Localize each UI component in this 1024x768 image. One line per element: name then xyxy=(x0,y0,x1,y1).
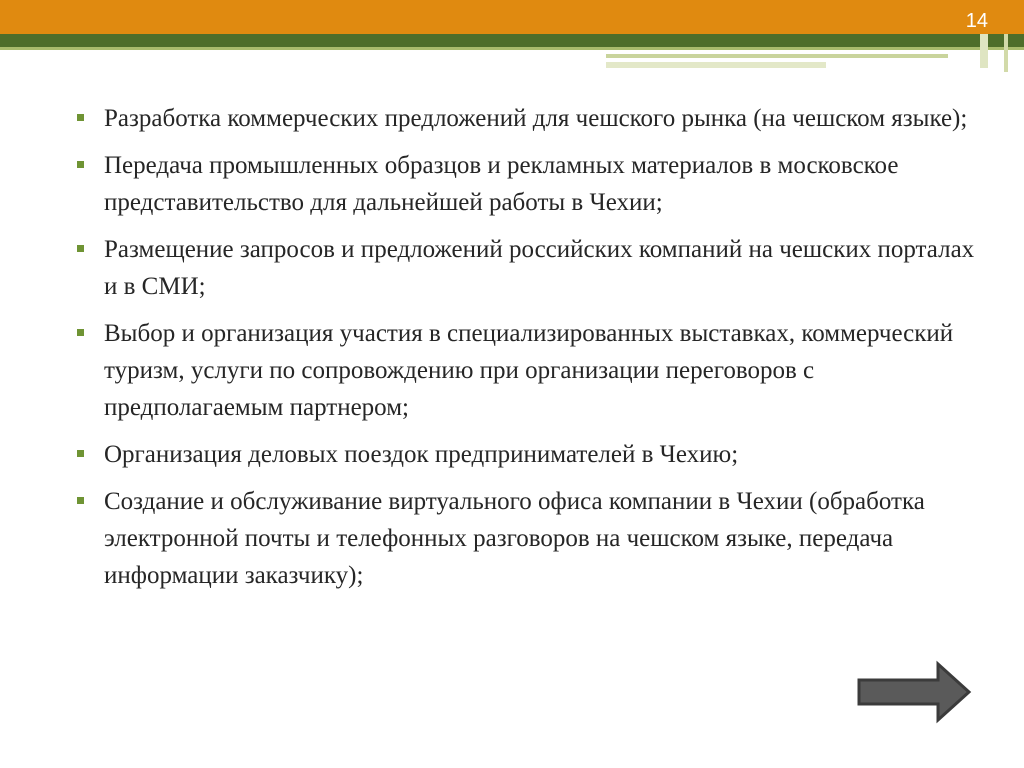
bullet-item xyxy=(74,100,984,137)
header-band-light xyxy=(0,47,1024,50)
bullet-item xyxy=(74,231,984,305)
slide-number: 14 xyxy=(965,10,988,32)
decorative-line xyxy=(980,34,988,68)
bullet-item xyxy=(74,483,984,594)
decorative-line xyxy=(606,54,948,58)
square-bullet-icon xyxy=(77,161,84,168)
bullet-text: Размещение запросов и предложений российских компаний на чешских порталах и в СМИ; xyxy=(104,236,975,300)
square-bullet-icon xyxy=(77,450,84,457)
right-arrow-icon xyxy=(856,660,972,724)
square-bullet-icon xyxy=(77,497,84,504)
bullet-text: Создание и обслуживание виртуального офиса компании в Чехии (обработка электронной почты и телефонных разговоров на чешском языке, передача информации заказчику); xyxy=(104,488,925,589)
bullet-item xyxy=(74,315,984,426)
decorative-line xyxy=(606,62,826,68)
square-bullet-icon xyxy=(77,114,84,121)
bullet-text: Передача промышленных образцов и рекламных материалов в московское представительство для дальнейшей работы в Чехии; xyxy=(104,152,899,216)
bullet-text: Разработка коммерческих предложений для чешского рынка (на чешском языке); xyxy=(104,105,968,132)
decorative-line xyxy=(1004,34,1008,72)
header-band-orange xyxy=(0,0,1024,34)
bullet-text: Выбор и организация участия в специализированных выставках, коммерческий туризм, услуги по сопровождению при организации переговоров с предполагаемым партнером; xyxy=(104,320,954,421)
bullet-item xyxy=(74,147,984,221)
bullet-list xyxy=(74,100,984,604)
next-slide-button[interactable] xyxy=(856,660,972,724)
header-band-green xyxy=(0,34,1024,47)
bullet-text: Организация деловых поездок предпринимателей в Чехию; xyxy=(104,441,739,468)
square-bullet-icon xyxy=(77,245,84,252)
bullet-item xyxy=(74,436,984,473)
square-bullet-icon xyxy=(77,329,84,336)
